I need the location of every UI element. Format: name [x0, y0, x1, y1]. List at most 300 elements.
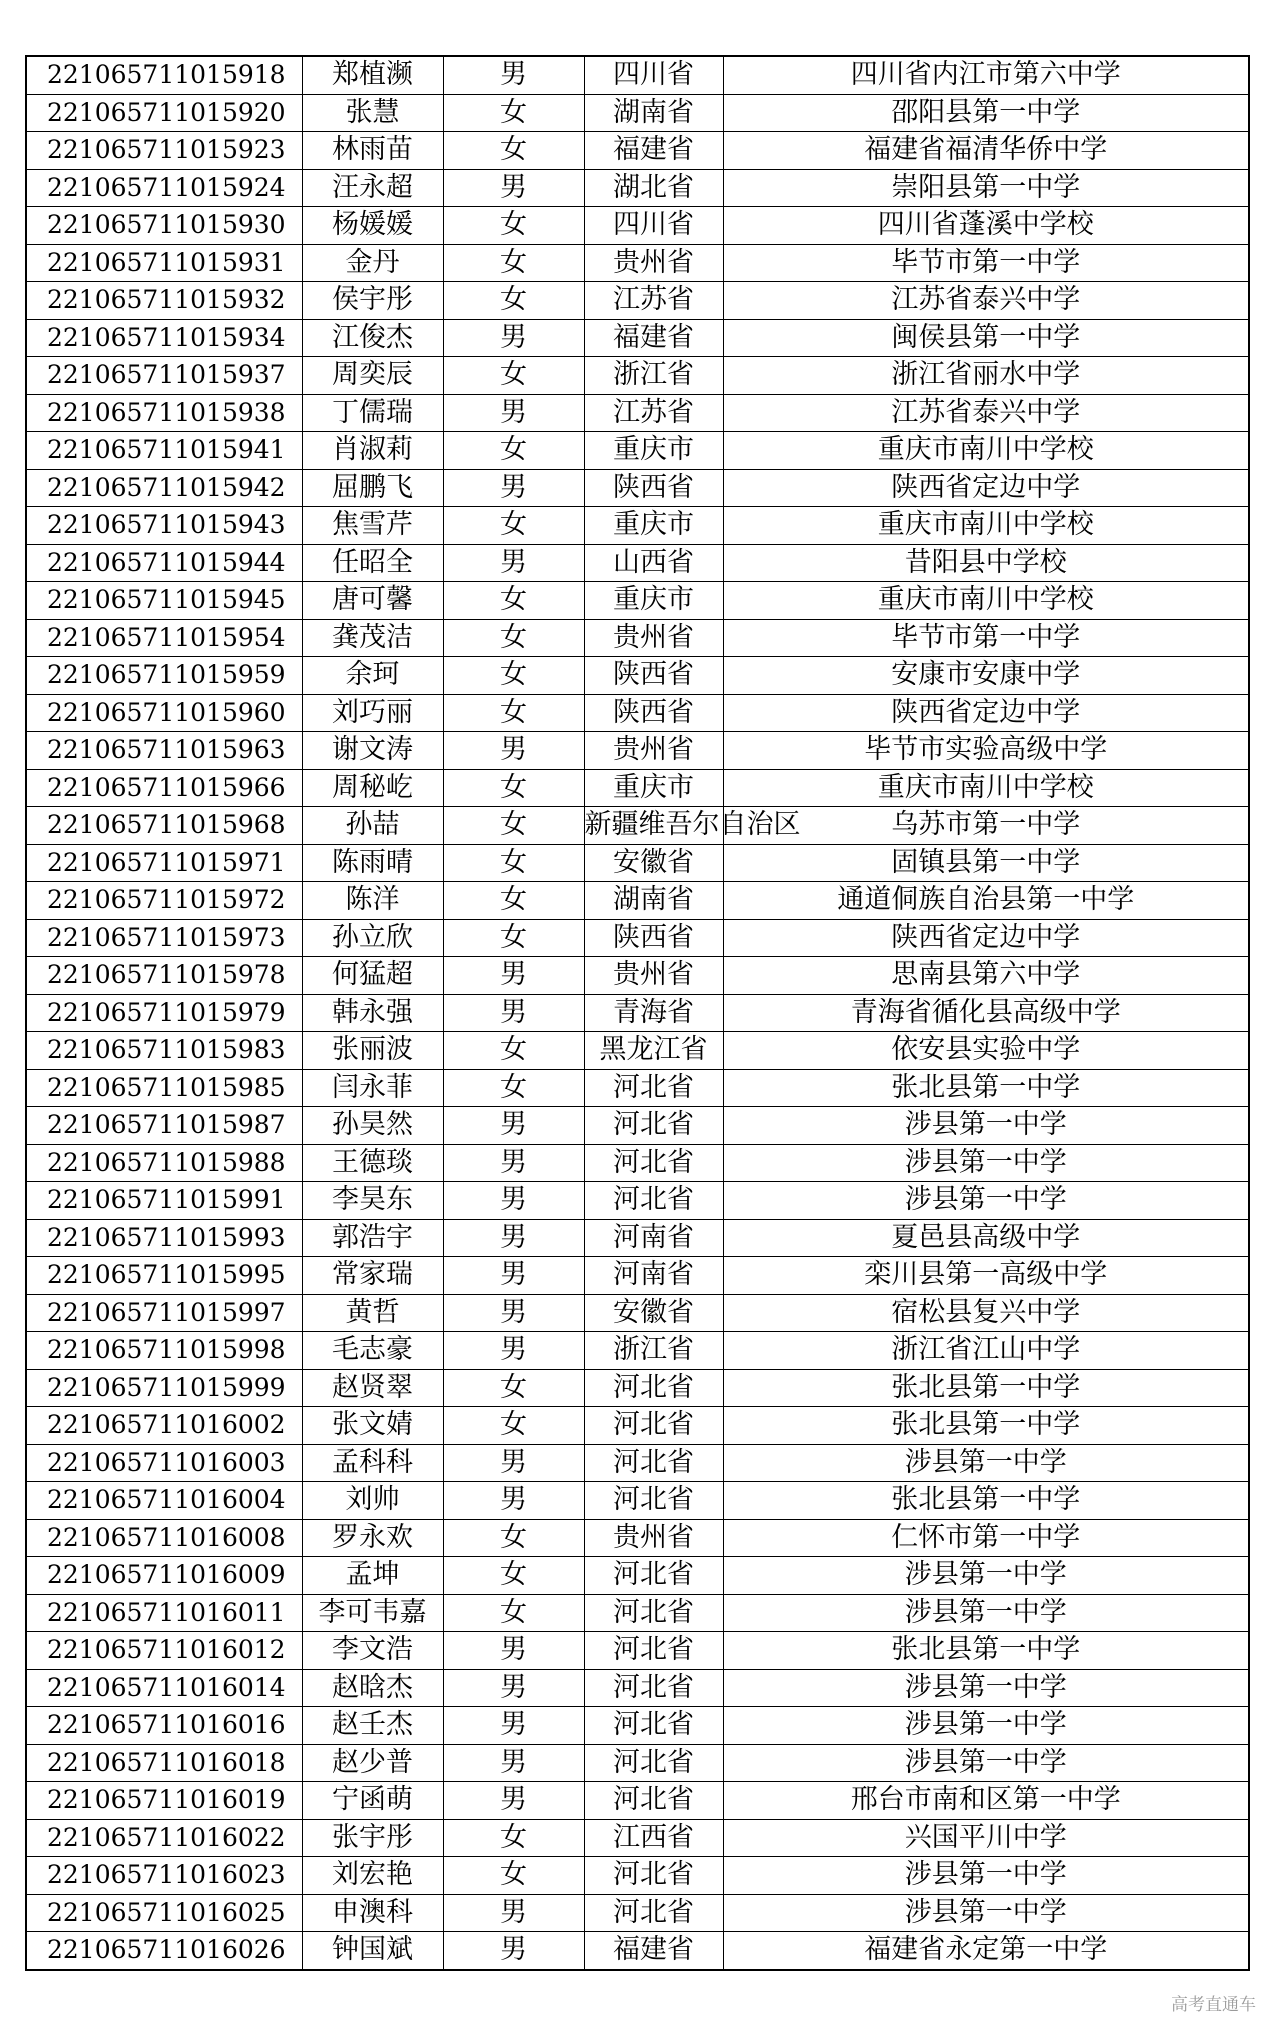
name-cell: 毛志豪	[302, 1332, 443, 1370]
gender-cell: 女	[443, 507, 584, 545]
exam-number-cell: 221065711015999	[26, 1369, 302, 1407]
name-cell: 申澳科	[302, 1894, 443, 1932]
roster-table-body	[26, 56, 1249, 1970]
gender-cell: 男	[443, 1182, 584, 1220]
province-cell: 河北省	[584, 1107, 723, 1145]
school-cell: 涉县第一中学	[723, 1594, 1249, 1632]
name-cell: 任昭全	[302, 544, 443, 582]
name-cell: 金丹	[302, 244, 443, 282]
name-cell: 张慧	[302, 94, 443, 132]
exam-number-cell: 221065711015954	[26, 619, 302, 657]
watermark-text: 高考直通车	[1171, 1995, 1256, 2015]
gender-cell: 女	[443, 919, 584, 957]
province-cell: 四川省	[584, 207, 723, 245]
exam-number-cell: 221065711015988	[26, 1144, 302, 1182]
exam-number-cell: 221065711015937	[26, 357, 302, 395]
table-row	[26, 732, 1249, 770]
roster-table	[25, 55, 1250, 1971]
table-row	[26, 169, 1249, 207]
school-cell: 栾川县第一高级中学	[723, 1257, 1249, 1295]
table-row	[26, 1182, 1249, 1220]
table-row	[26, 807, 1249, 845]
table-row	[26, 1819, 1249, 1857]
province-cell: 河南省	[584, 1219, 723, 1257]
table-row	[26, 1144, 1249, 1182]
name-cell: 孟坤	[302, 1557, 443, 1595]
gender-cell: 女	[443, 1594, 584, 1632]
school-cell: 涉县第一中学	[723, 1107, 1249, 1145]
gender-cell: 男	[443, 544, 584, 582]
table-row	[26, 957, 1249, 995]
school-cell: 福建省福清华侨中学	[723, 132, 1249, 170]
gender-cell: 女	[443, 769, 584, 807]
province-cell: 安徽省	[584, 844, 723, 882]
province-cell: 福建省	[584, 319, 723, 357]
table-row	[26, 1107, 1249, 1145]
gender-cell: 男	[443, 732, 584, 770]
name-cell: 龚茂洁	[302, 619, 443, 657]
table-row	[26, 1444, 1249, 1482]
table-row	[26, 582, 1249, 620]
exam-number-cell: 221065711015943	[26, 507, 302, 545]
table-row	[26, 432, 1249, 470]
table-row	[26, 1894, 1249, 1932]
name-cell: 江俊杰	[302, 319, 443, 357]
name-cell: 林雨苗	[302, 132, 443, 170]
province-cell: 湖南省	[584, 882, 723, 920]
province-cell: 重庆市	[584, 432, 723, 470]
table-row	[26, 1707, 1249, 1745]
gender-cell: 女	[443, 1369, 584, 1407]
school-cell: 涉县第一中学	[723, 1144, 1249, 1182]
gender-cell: 男	[443, 1932, 584, 1970]
exam-number-cell: 221065711016003	[26, 1444, 302, 1482]
province-cell: 福建省	[584, 1932, 723, 1970]
gender-cell: 男	[443, 1744, 584, 1782]
province-cell: 江苏省	[584, 282, 723, 320]
name-cell: 肖淑莉	[302, 432, 443, 470]
name-cell: 刘巧丽	[302, 694, 443, 732]
province-cell: 河北省	[584, 1594, 723, 1632]
name-cell: 唐可馨	[302, 582, 443, 620]
school-cell: 涉县第一中学	[723, 1744, 1249, 1782]
province-cell: 河南省	[584, 1257, 723, 1295]
exam-number-cell: 221065711016025	[26, 1894, 302, 1932]
exam-number-cell: 221065711015923	[26, 132, 302, 170]
province-cell: 河北省	[584, 1669, 723, 1707]
name-cell: 周奕辰	[302, 357, 443, 395]
table-row	[26, 1932, 1249, 1970]
school-cell: 昔阳县中学校	[723, 544, 1249, 582]
gender-cell: 男	[443, 1444, 584, 1482]
school-cell: 通道侗族自治县第一中学	[723, 882, 1249, 920]
name-cell: 陈雨晴	[302, 844, 443, 882]
name-cell: 赵少普	[302, 1744, 443, 1782]
exam-number-cell: 221065711015918	[26, 56, 302, 94]
exam-number-cell: 221065711015932	[26, 282, 302, 320]
gender-cell: 男	[443, 1482, 584, 1520]
province-cell: 河北省	[584, 1444, 723, 1482]
gender-cell: 男	[443, 1894, 584, 1932]
name-cell: 李昊东	[302, 1182, 443, 1220]
exam-number-cell: 221065711016019	[26, 1782, 302, 1820]
province-cell: 河北省	[584, 1069, 723, 1107]
exam-number-cell: 221065711015938	[26, 394, 302, 432]
table-row	[26, 1294, 1249, 1332]
exam-number-cell: 221065711015924	[26, 169, 302, 207]
province-cell: 贵州省	[584, 957, 723, 995]
province-cell: 四川省	[584, 56, 723, 94]
school-cell: 重庆市南川中学校	[723, 507, 1249, 545]
table-row	[26, 56, 1249, 94]
name-cell: 韩永强	[302, 994, 443, 1032]
province-cell: 江苏省	[584, 394, 723, 432]
table-row	[26, 394, 1249, 432]
gender-cell: 女	[443, 1032, 584, 1070]
school-cell: 涉县第一中学	[723, 1182, 1249, 1220]
school-cell: 张北县第一中学	[723, 1069, 1249, 1107]
name-cell: 钟国斌	[302, 1932, 443, 1970]
province-cell: 河北省	[584, 1557, 723, 1595]
name-cell: 孙昊然	[302, 1107, 443, 1145]
school-cell: 陕西省定边中学	[723, 919, 1249, 957]
exam-number-cell: 221065711015920	[26, 94, 302, 132]
school-cell: 浙江省江山中学	[723, 1332, 1249, 1370]
name-cell: 孙喆	[302, 807, 443, 845]
gender-cell: 男	[443, 56, 584, 94]
school-cell: 夏邑县高级中学	[723, 1219, 1249, 1257]
table-row	[26, 132, 1249, 170]
school-cell: 仁怀市第一中学	[723, 1519, 1249, 1557]
school-cell: 涉县第一中学	[723, 1707, 1249, 1745]
table-row	[26, 1069, 1249, 1107]
gender-cell: 男	[443, 1707, 584, 1745]
province-cell: 陕西省	[584, 657, 723, 695]
school-cell: 闽侯县第一中学	[723, 319, 1249, 357]
province-cell: 河北省	[584, 1144, 723, 1182]
school-cell: 涉县第一中学	[723, 1444, 1249, 1482]
exam-number-cell: 221065711015979	[26, 994, 302, 1032]
school-cell: 青海省循化县高级中学	[723, 994, 1249, 1032]
school-cell: 张北县第一中学	[723, 1407, 1249, 1445]
table-row	[26, 1857, 1249, 1895]
province-cell: 湖北省	[584, 169, 723, 207]
province-cell: 河北省	[584, 1782, 723, 1820]
province-cell: 陕西省	[584, 694, 723, 732]
exam-number-cell: 221065711015959	[26, 657, 302, 695]
school-cell: 邵阳县第一中学	[723, 94, 1249, 132]
name-cell: 侯宇彤	[302, 282, 443, 320]
name-cell: 焦雪芹	[302, 507, 443, 545]
name-cell: 丁儒瑞	[302, 394, 443, 432]
table-row	[26, 1219, 1249, 1257]
school-cell: 江苏省泰兴中学	[723, 282, 1249, 320]
gender-cell: 男	[443, 169, 584, 207]
gender-cell: 女	[443, 844, 584, 882]
province-cell: 陕西省	[584, 919, 723, 957]
province-cell: 新疆维吾尔自治区	[584, 807, 723, 845]
exam-number-cell: 221065711016004	[26, 1482, 302, 1520]
province-cell: 浙江省	[584, 1332, 723, 1370]
gender-cell: 男	[443, 1257, 584, 1295]
name-cell: 周秘屹	[302, 769, 443, 807]
school-cell: 邢台市南和区第一中学	[723, 1782, 1249, 1820]
school-cell: 四川省内江市第六中学	[723, 56, 1249, 94]
province-cell: 河北省	[584, 1407, 723, 1445]
school-cell: 毕节市实验高级中学	[723, 732, 1249, 770]
gender-cell: 女	[443, 282, 584, 320]
name-cell: 杨媛媛	[302, 207, 443, 245]
exam-number-cell: 221065711015934	[26, 319, 302, 357]
name-cell: 黄哲	[302, 1294, 443, 1332]
table-row	[26, 919, 1249, 957]
table-row	[26, 769, 1249, 807]
table-row	[26, 994, 1249, 1032]
gender-cell: 女	[443, 1069, 584, 1107]
school-cell: 张北县第一中学	[723, 1369, 1249, 1407]
exam-number-cell: 221065711015960	[26, 694, 302, 732]
name-cell: 李可韦嘉	[302, 1594, 443, 1632]
province-cell: 河北省	[584, 1744, 723, 1782]
name-cell: 郑植濒	[302, 56, 443, 94]
table-row	[26, 1594, 1249, 1632]
province-cell: 重庆市	[584, 769, 723, 807]
exam-number-cell: 221065711015973	[26, 919, 302, 957]
table-row	[26, 1519, 1249, 1557]
exam-number-cell: 221065711015985	[26, 1069, 302, 1107]
exam-number-cell: 221065711015995	[26, 1257, 302, 1295]
exam-number-cell: 221065711016018	[26, 1744, 302, 1782]
table-row	[26, 619, 1249, 657]
province-cell: 河北省	[584, 1632, 723, 1670]
exam-number-cell: 221065711016022	[26, 1819, 302, 1857]
gender-cell: 男	[443, 394, 584, 432]
table-row	[26, 1744, 1249, 1782]
school-cell: 崇阳县第一中学	[723, 169, 1249, 207]
table-row	[26, 1482, 1249, 1520]
province-cell: 福建省	[584, 132, 723, 170]
gender-cell: 女	[443, 1407, 584, 1445]
gender-cell: 男	[443, 1782, 584, 1820]
table-row	[26, 844, 1249, 882]
school-cell: 兴国平川中学	[723, 1819, 1249, 1857]
gender-cell: 女	[443, 132, 584, 170]
province-cell: 河北省	[584, 1857, 723, 1895]
province-cell: 黑龙江省	[584, 1032, 723, 1070]
name-cell: 何猛超	[302, 957, 443, 995]
name-cell: 孙立欣	[302, 919, 443, 957]
school-cell: 毕节市第一中学	[723, 244, 1249, 282]
gender-cell: 男	[443, 319, 584, 357]
name-cell: 谢文涛	[302, 732, 443, 770]
school-cell: 宿松县复兴中学	[723, 1294, 1249, 1332]
exam-number-cell: 221065711015942	[26, 469, 302, 507]
school-cell: 江苏省泰兴中学	[723, 394, 1249, 432]
table-row	[26, 1669, 1249, 1707]
name-cell: 赵晗杰	[302, 1669, 443, 1707]
table-row	[26, 1407, 1249, 1445]
province-cell: 青海省	[584, 994, 723, 1032]
name-cell: 罗永欢	[302, 1519, 443, 1557]
table-row	[26, 94, 1249, 132]
name-cell: 孟科科	[302, 1444, 443, 1482]
exam-number-cell: 221065711016008	[26, 1519, 302, 1557]
table-row	[26, 1032, 1249, 1070]
gender-cell: 女	[443, 1857, 584, 1895]
table-row	[26, 357, 1249, 395]
province-cell: 贵州省	[584, 732, 723, 770]
gender-cell: 男	[443, 1669, 584, 1707]
name-cell: 张宇彤	[302, 1819, 443, 1857]
province-cell: 陕西省	[584, 469, 723, 507]
school-cell: 涉县第一中学	[723, 1557, 1249, 1595]
school-cell: 福建省永定第一中学	[723, 1932, 1249, 1970]
gender-cell: 男	[443, 469, 584, 507]
table-row	[26, 207, 1249, 245]
name-cell: 宁函萌	[302, 1782, 443, 1820]
school-cell: 毕节市第一中学	[723, 619, 1249, 657]
exam-number-cell: 221065711015931	[26, 244, 302, 282]
gender-cell: 女	[443, 244, 584, 282]
exam-number-cell: 221065711015930	[26, 207, 302, 245]
name-cell: 屈鹏飞	[302, 469, 443, 507]
table-row	[26, 319, 1249, 357]
table-row	[26, 694, 1249, 732]
school-cell: 张北县第一中学	[723, 1632, 1249, 1670]
school-cell: 四川省蓬溪中学校	[723, 207, 1249, 245]
school-cell: 重庆市南川中学校	[723, 582, 1249, 620]
school-cell: 乌苏市第一中学	[723, 807, 1249, 845]
exam-number-cell: 221065711015993	[26, 1219, 302, 1257]
school-cell: 安康市安康中学	[723, 657, 1249, 695]
name-cell: 闫永菲	[302, 1069, 443, 1107]
gender-cell: 男	[443, 957, 584, 995]
exam-number-cell: 221065711015966	[26, 769, 302, 807]
table-row	[26, 544, 1249, 582]
exam-number-cell: 221065711016011	[26, 1594, 302, 1632]
province-cell: 浙江省	[584, 357, 723, 395]
school-cell: 陕西省定边中学	[723, 694, 1249, 732]
school-cell: 张北县第一中学	[723, 1482, 1249, 1520]
school-cell: 涉县第一中学	[723, 1894, 1249, 1932]
gender-cell: 女	[443, 694, 584, 732]
exam-number-cell: 221065711015978	[26, 957, 302, 995]
exam-number-cell: 221065711015972	[26, 882, 302, 920]
name-cell: 余珂	[302, 657, 443, 695]
name-cell: 李文浩	[302, 1632, 443, 1670]
province-cell: 重庆市	[584, 582, 723, 620]
gender-cell: 女	[443, 1519, 584, 1557]
table-row	[26, 469, 1249, 507]
gender-cell: 女	[443, 882, 584, 920]
gender-cell: 女	[443, 207, 584, 245]
exam-number-cell: 221065711015968	[26, 807, 302, 845]
name-cell: 张文婧	[302, 1407, 443, 1445]
exam-number-cell: 221065711016002	[26, 1407, 302, 1445]
exam-number-cell: 221065711015944	[26, 544, 302, 582]
exam-number-cell: 221065711016009	[26, 1557, 302, 1595]
province-cell: 河北省	[584, 1369, 723, 1407]
province-cell: 贵州省	[584, 1519, 723, 1557]
table-row	[26, 507, 1249, 545]
gender-cell: 女	[443, 582, 584, 620]
school-cell: 依安县实验中学	[723, 1032, 1249, 1070]
gender-cell: 女	[443, 619, 584, 657]
province-cell: 山西省	[584, 544, 723, 582]
school-cell: 涉县第一中学	[723, 1857, 1249, 1895]
name-cell: 陈洋	[302, 882, 443, 920]
name-cell: 刘宏艳	[302, 1857, 443, 1895]
province-cell: 贵州省	[584, 619, 723, 657]
exam-number-cell: 221065711015945	[26, 582, 302, 620]
gender-cell: 女	[443, 1819, 584, 1857]
name-cell: 汪永超	[302, 169, 443, 207]
gender-cell: 男	[443, 994, 584, 1032]
exam-number-cell: 221065711015941	[26, 432, 302, 470]
gender-cell: 女	[443, 657, 584, 695]
exam-number-cell: 221065711015987	[26, 1107, 302, 1145]
school-cell: 重庆市南川中学校	[723, 432, 1249, 470]
gender-cell: 女	[443, 357, 584, 395]
province-cell: 河北省	[584, 1894, 723, 1932]
school-cell: 重庆市南川中学校	[723, 769, 1249, 807]
table-row	[26, 1782, 1249, 1820]
province-cell: 湖南省	[584, 94, 723, 132]
gender-cell: 女	[443, 432, 584, 470]
exam-number-cell: 221065711015963	[26, 732, 302, 770]
province-cell: 河北省	[584, 1182, 723, 1220]
name-cell: 赵壬杰	[302, 1707, 443, 1745]
table-row	[26, 282, 1249, 320]
table-row	[26, 1332, 1249, 1370]
table-row	[26, 882, 1249, 920]
school-cell: 思南县第六中学	[723, 957, 1249, 995]
table-row	[26, 244, 1249, 282]
province-cell: 江西省	[584, 1819, 723, 1857]
school-cell: 涉县第一中学	[723, 1669, 1249, 1707]
gender-cell: 女	[443, 94, 584, 132]
gender-cell: 男	[443, 1219, 584, 1257]
table-row	[26, 1557, 1249, 1595]
table-row	[26, 1632, 1249, 1670]
table-row	[26, 1369, 1249, 1407]
gender-cell: 男	[443, 1107, 584, 1145]
name-cell: 张丽波	[302, 1032, 443, 1070]
province-cell: 重庆市	[584, 507, 723, 545]
name-cell: 郭浩宇	[302, 1219, 443, 1257]
exam-number-cell: 221065711015971	[26, 844, 302, 882]
school-cell: 固镇县第一中学	[723, 844, 1249, 882]
table-row	[26, 657, 1249, 695]
province-cell: 河北省	[584, 1482, 723, 1520]
gender-cell: 男	[443, 1332, 584, 1370]
exam-number-cell: 221065711016012	[26, 1632, 302, 1670]
exam-number-cell: 221065711015991	[26, 1182, 302, 1220]
exam-number-cell: 221065711016023	[26, 1857, 302, 1895]
gender-cell: 女	[443, 807, 584, 845]
school-cell: 浙江省丽水中学	[723, 357, 1249, 395]
exam-number-cell: 221065711016016	[26, 1707, 302, 1745]
table-row	[26, 1257, 1249, 1295]
exam-number-cell: 221065711015997	[26, 1294, 302, 1332]
gender-cell: 男	[443, 1144, 584, 1182]
exam-number-cell: 221065711015998	[26, 1332, 302, 1370]
name-cell: 王德琰	[302, 1144, 443, 1182]
name-cell: 赵贤翠	[302, 1369, 443, 1407]
exam-number-cell: 221065711015983	[26, 1032, 302, 1070]
gender-cell: 女	[443, 1557, 584, 1595]
exam-number-cell: 221065711016026	[26, 1932, 302, 1970]
